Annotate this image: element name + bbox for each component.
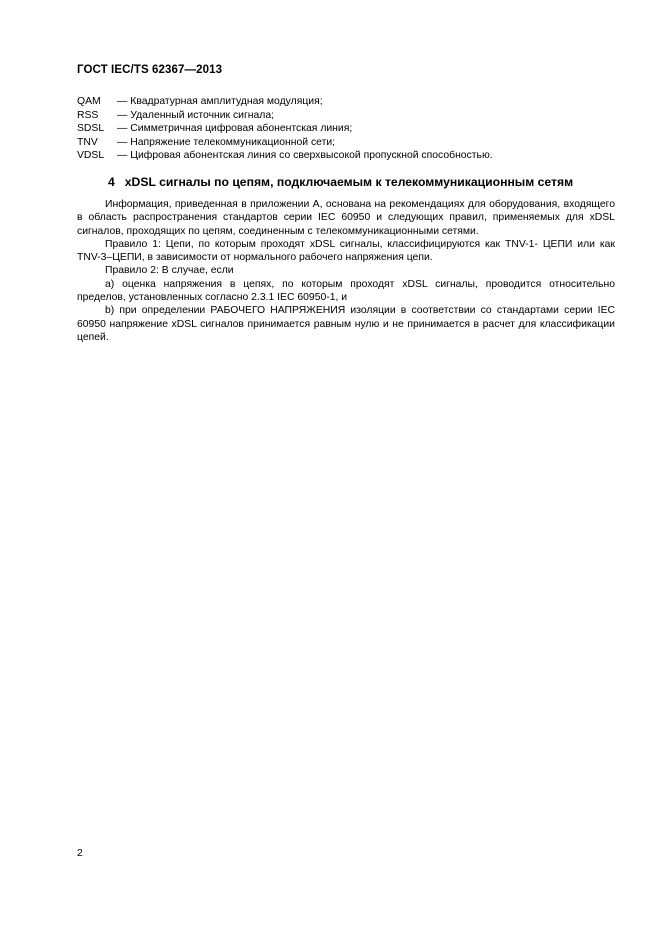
abbreviation-term: RSS bbox=[77, 109, 99, 121]
paragraph: пределов, установленных согласно 2.3.1 IEC 60950-1, и bbox=[77, 292, 348, 304]
abbreviation-term: TNV bbox=[77, 136, 98, 148]
paragraph: Правило 2: В случае, если bbox=[105, 265, 234, 277]
abbreviation-item bbox=[77, 149, 493, 163]
abbreviation-term: VDSL bbox=[77, 150, 105, 162]
abbreviations-list bbox=[77, 95, 493, 163]
abbreviation-item bbox=[77, 136, 493, 150]
paragraph: Информация, приведенная в приложении А, основана на рекомендациях для оборудования, входящего в область распространения стандартов серии IEC 60950 и следующих правил, применяемых для xDSL сигналов, проходящих по цепям, соединенным с телекоммуникационными сетями. bbox=[77, 199, 615, 237]
page-number: 2 bbox=[77, 848, 83, 859]
abbreviation-definition: — Напряжение телекоммуникационной сети; bbox=[117, 136, 336, 148]
abbreviation-definition: — Квадратурная амплитудная модуляция; bbox=[117, 96, 323, 107]
abbreviation-term: QAM bbox=[77, 96, 101, 107]
section-number: 4 bbox=[108, 175, 115, 189]
document-header: ГОСТ IEC/TS 62367—2013 bbox=[77, 64, 223, 76]
abbreviation-definition: — Цифровая абонентская линия со сверхвысокой пропускной способностью. bbox=[117, 150, 493, 162]
abbreviation-item bbox=[77, 122, 493, 136]
section-heading bbox=[108, 175, 573, 189]
paragraph: b) при определении РАБОЧЕГО НАПРЯЖЕНИЯ изоляции в соответствии со стандартами серии IEC 60950 напряжение xDSL сигналов принимается равным нулю и не принимается в расчет для классификации цепей. bbox=[77, 305, 615, 343]
section-title: xDSL сигналы по цепям, подключаемым к телекоммуникационным сетям bbox=[124, 175, 574, 189]
paragraph: Правило 1: Цепи, по которым проходят xDSL сигналы, классифицируются как TNV-1- ЦЕПИ или как TNV-3–ЦЕПИ, в зависимости от нормального рабочего напряжения цепи. bbox=[77, 238, 615, 264]
section-body bbox=[77, 198, 615, 344]
paragraph: a) оценка напряжения в цепях, по которым проходят xDSL сигналы, проводится относительно bbox=[105, 278, 615, 290]
abbreviation-definition: — Симметричная цифровая абонентская линия; bbox=[117, 123, 353, 135]
abbreviation-item bbox=[77, 109, 493, 123]
abbreviation-term: SDSL bbox=[77, 123, 105, 135]
abbreviation-definition: — Удаленный источник сигнала; bbox=[117, 109, 275, 121]
abbreviation-item bbox=[77, 95, 493, 109]
